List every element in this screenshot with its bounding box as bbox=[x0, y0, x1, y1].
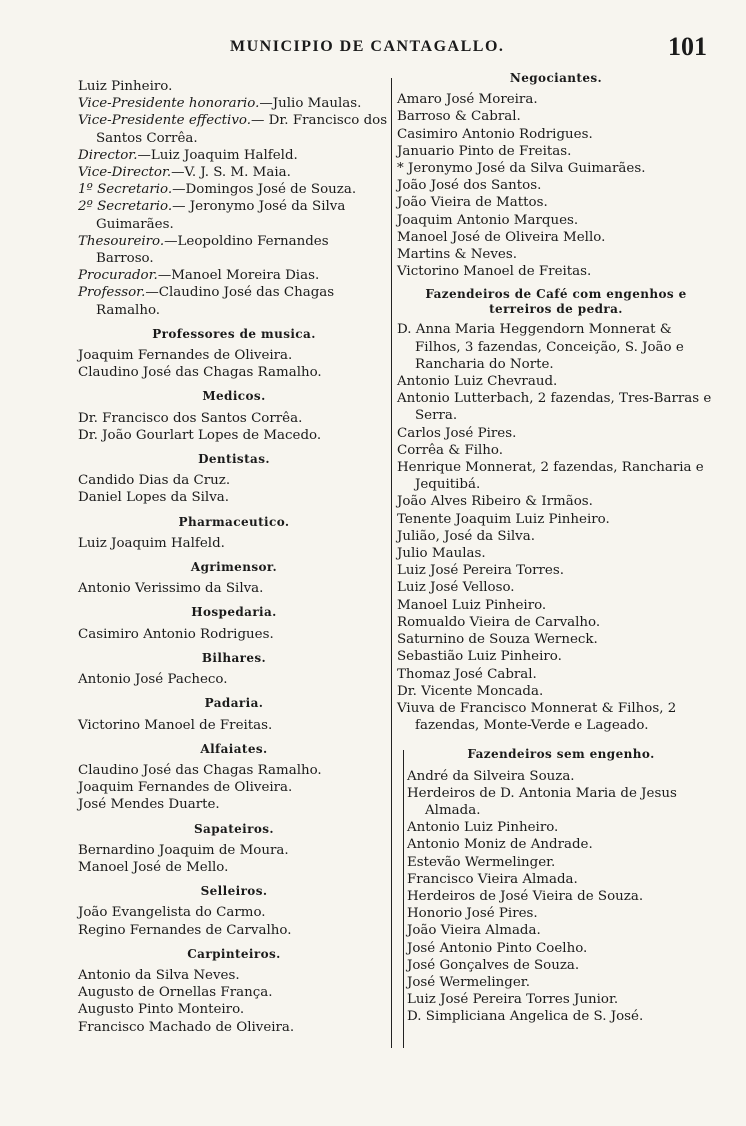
list-item: Herdeiros de José Vieira de Souza. bbox=[407, 888, 644, 904]
section-heading: Sapateiros. bbox=[193, 821, 274, 836]
section-heading: Fazendeiros de Café com engenhos e terreiros de pedra. bbox=[425, 287, 687, 317]
list-item: Claudino José das Chagas Ramalho. bbox=[78, 762, 322, 778]
officer-title: Director. bbox=[78, 147, 138, 163]
officer-title: Vice-Presidente honorario. bbox=[78, 96, 260, 112]
page-header-title: MUNICIPIO DE CANTAGALLO. bbox=[230, 38, 505, 55]
list-item: João Vieira Almada. bbox=[407, 923, 541, 939]
list-item: Augusto de Ornellas França. bbox=[78, 985, 273, 1001]
officer-name: —Claudino José das Chagas Ramalho. bbox=[96, 285, 335, 318]
officer-title: Procurador. bbox=[78, 268, 158, 284]
section-heading: Agrimensor. bbox=[190, 560, 278, 575]
officer-name: —Leopoldino Fernandes Barroso. bbox=[96, 233, 329, 267]
list-item: D. Simpliciana Angelica de S. José. bbox=[407, 1009, 644, 1025]
section-heading: Carpinteiros. bbox=[187, 946, 281, 961]
list-item: Luiz José Pereira Torres Junior. bbox=[407, 992, 619, 1008]
officer-title: 2º Secretario. bbox=[78, 199, 173, 215]
officer-name: —Julio Maulas. bbox=[259, 96, 362, 112]
list-item: José Wermelinger. bbox=[407, 974, 530, 990]
list-item: João Evangelista do Carmo. bbox=[78, 905, 266, 921]
list-item: Estevão Wermelinger. bbox=[407, 854, 556, 870]
list-item: Dr. Vicente Moncada. bbox=[397, 683, 544, 699]
section-heading: Fazendeiros sem engenho. bbox=[467, 747, 655, 762]
officer-title: Vice-Director. bbox=[78, 165, 172, 181]
list-item: Augusto Pinto Monteiro. bbox=[78, 1002, 245, 1018]
list-item: Antonio Moniz de Andrade. bbox=[407, 837, 593, 853]
list-item: Saturnino de Souza Werneck. bbox=[397, 632, 598, 648]
left-column bbox=[78, 78, 390, 1036]
list-item: Antonio Verissimo da Silva. bbox=[78, 581, 264, 597]
list-item: Daniel Lopes da Silva. bbox=[78, 490, 230, 506]
right-column bbox=[397, 70, 715, 1026]
list-item: Joaquim Antonio Marques. bbox=[397, 212, 579, 228]
list-item: D. Anna Maria Heggendorn Monnerat & Filhos, 3 fazendas, Conceição, S. João e Rancharia do Norte. bbox=[397, 322, 684, 372]
list-item: José Gonçalves de Souza. bbox=[407, 957, 580, 973]
section-heading: Padaria. bbox=[204, 696, 264, 711]
list-item: Luiz José Pereira Torres. bbox=[397, 563, 564, 579]
list-item: Francisco Vieira Almada. bbox=[407, 871, 578, 887]
list-item: João Alves Ribeiro & Irmãos. bbox=[397, 494, 593, 510]
section-heading: Dentistas. bbox=[198, 452, 270, 467]
list-item: Luiz Joaquim Halfeld. bbox=[78, 535, 225, 551]
list-item: Manoel Luiz Pinheiro. bbox=[397, 597, 547, 613]
list-item: José Mendes Duarte. bbox=[78, 797, 220, 813]
officer-title: 1º Secretario. bbox=[78, 182, 173, 198]
list-item: Candido Dias da Cruz. bbox=[78, 473, 231, 489]
list-item: Martins & Neves. bbox=[397, 247, 517, 263]
lower-right-section bbox=[397, 746, 715, 1025]
list-item: Honorio José Pires. bbox=[407, 906, 538, 922]
list-item: Henrique Monnerat, 2 fazendas, Rancharia e Jequitibá. bbox=[397, 460, 704, 493]
list-item: Antonio Lutterbach, 2 fazendas, Tres-Barras e Serra. bbox=[397, 391, 712, 424]
list-item: Julio Maulas. bbox=[397, 546, 486, 562]
list-item: Thomaz José Cabral. bbox=[397, 666, 537, 682]
section-heading: Alfaiates. bbox=[200, 741, 268, 756]
list-item: Victorino Manoel de Freitas. bbox=[78, 717, 273, 733]
list-item: Luiz Pinheiro. bbox=[78, 79, 173, 94]
officer-name: —Luiz Joaquim Halfeld. bbox=[137, 147, 298, 163]
section-heading: Bilhares. bbox=[201, 650, 267, 665]
officer-entry bbox=[78, 112, 390, 146]
section-heading: Negociantes. bbox=[509, 71, 603, 85]
column-divider bbox=[391, 78, 392, 1048]
list-item: Claudino José das Chagas Ramalho. bbox=[78, 365, 322, 381]
list-item: João José dos Santos. bbox=[397, 178, 542, 194]
list-item: Sebastião Luiz Pinheiro. bbox=[397, 649, 562, 665]
list-item: Carlos José Pires. bbox=[397, 425, 517, 441]
list-item: Antonio José Pacheco. bbox=[78, 672, 228, 688]
list-item: Viuva de Francisco Monnerat & Filhos, 2 fazendas, Monte-Verde e Lageado. bbox=[397, 700, 677, 734]
list-item: Regino Fernandes de Carvalho. bbox=[78, 922, 292, 938]
section-heading: Selleiros. bbox=[200, 884, 268, 899]
list-item: Herdeiros de D. Antonia Maria de Jesus Almada. bbox=[407, 785, 677, 818]
list-item: João Vieira de Mattos. bbox=[397, 195, 548, 211]
officer-entry bbox=[78, 198, 390, 232]
list-item: André da Silveira Souza. bbox=[407, 768, 575, 784]
list-item: Manoel José de Mello. bbox=[78, 859, 229, 875]
list-item: José Antonio Pinto Coelho. bbox=[407, 940, 588, 956]
list-item: Dr. Francisco dos Santos Corrêa. bbox=[78, 410, 303, 426]
list-item: Casimiro Antonio Rodrigues. bbox=[78, 626, 274, 642]
officer-title: Vice-Presidente effectivo. bbox=[78, 113, 251, 129]
list-item: Antonio da Silva Neves. bbox=[78, 967, 240, 983]
list-item: Januario Pinto de Freitas. bbox=[397, 143, 572, 159]
list-item: Manoel José de Oliveira Mello. bbox=[397, 229, 606, 245]
officer-entry bbox=[78, 233, 390, 267]
list-item: Corrêa & Filho. bbox=[397, 442, 504, 458]
officer-entry bbox=[78, 164, 390, 181]
officer-name: —Manoel Moreira Dias. bbox=[157, 268, 320, 284]
list-item: Bernardino Joaquim de Moura. bbox=[78, 842, 289, 858]
section-heading: Medicos. bbox=[202, 389, 266, 404]
officer-entry bbox=[78, 147, 390, 164]
list-item: Romualdo Vieira de Carvalho. bbox=[397, 614, 601, 630]
list-item: Julião, José da Silva. bbox=[397, 528, 535, 544]
officer-title: Thesoureiro. bbox=[78, 233, 165, 249]
section-heading: Hospedaria. bbox=[191, 605, 277, 620]
officer-entry bbox=[78, 95, 390, 112]
officer-title: Professor. bbox=[78, 285, 146, 301]
list-item: Francisco Machado de Oliveira. bbox=[78, 1019, 295, 1035]
list-item: Victorino Manoel de Freitas. bbox=[397, 264, 592, 280]
list-item: Amaro José Moreira. bbox=[397, 92, 538, 108]
list-item: Antonio Luiz Chevraud. bbox=[397, 374, 558, 390]
list-item: Joaquim Fernandes de Oliveira. bbox=[78, 348, 293, 364]
officer-name: — Dr. Francisco dos Santos Corrêa. bbox=[96, 113, 388, 146]
list-item: * Jeronymo José da Silva Guimarães. bbox=[397, 161, 646, 177]
list-item: Luiz José Velloso. bbox=[397, 580, 515, 596]
list-item: Tenente Joaquim Luiz Pinheiro. bbox=[397, 511, 610, 527]
page-number: 101 bbox=[668, 32, 707, 61]
officer-entry bbox=[78, 267, 390, 284]
section-heading: Professores de musica. bbox=[152, 326, 316, 341]
list-item: Dr. João Gourlart Lopes de Macedo. bbox=[78, 427, 322, 443]
officer-name: —Domingos José de Souza. bbox=[172, 182, 357, 198]
officer-name: — Jeronymo José da Silva Guimarães. bbox=[96, 199, 346, 232]
list-item: Casimiro Antonio Rodrigues. bbox=[397, 126, 593, 142]
officer-entry bbox=[78, 284, 390, 318]
list-item: Joaquim Fernandes de Oliveira. bbox=[78, 780, 293, 796]
list-item: Barroso & Cabral. bbox=[397, 109, 521, 125]
section-heading: Pharmaceutico. bbox=[178, 514, 290, 529]
officer-name: —V. J. S. M. Maia. bbox=[171, 165, 291, 181]
officer-entry bbox=[78, 181, 390, 198]
list-item: Antonio Luiz Pinheiro. bbox=[407, 820, 559, 836]
